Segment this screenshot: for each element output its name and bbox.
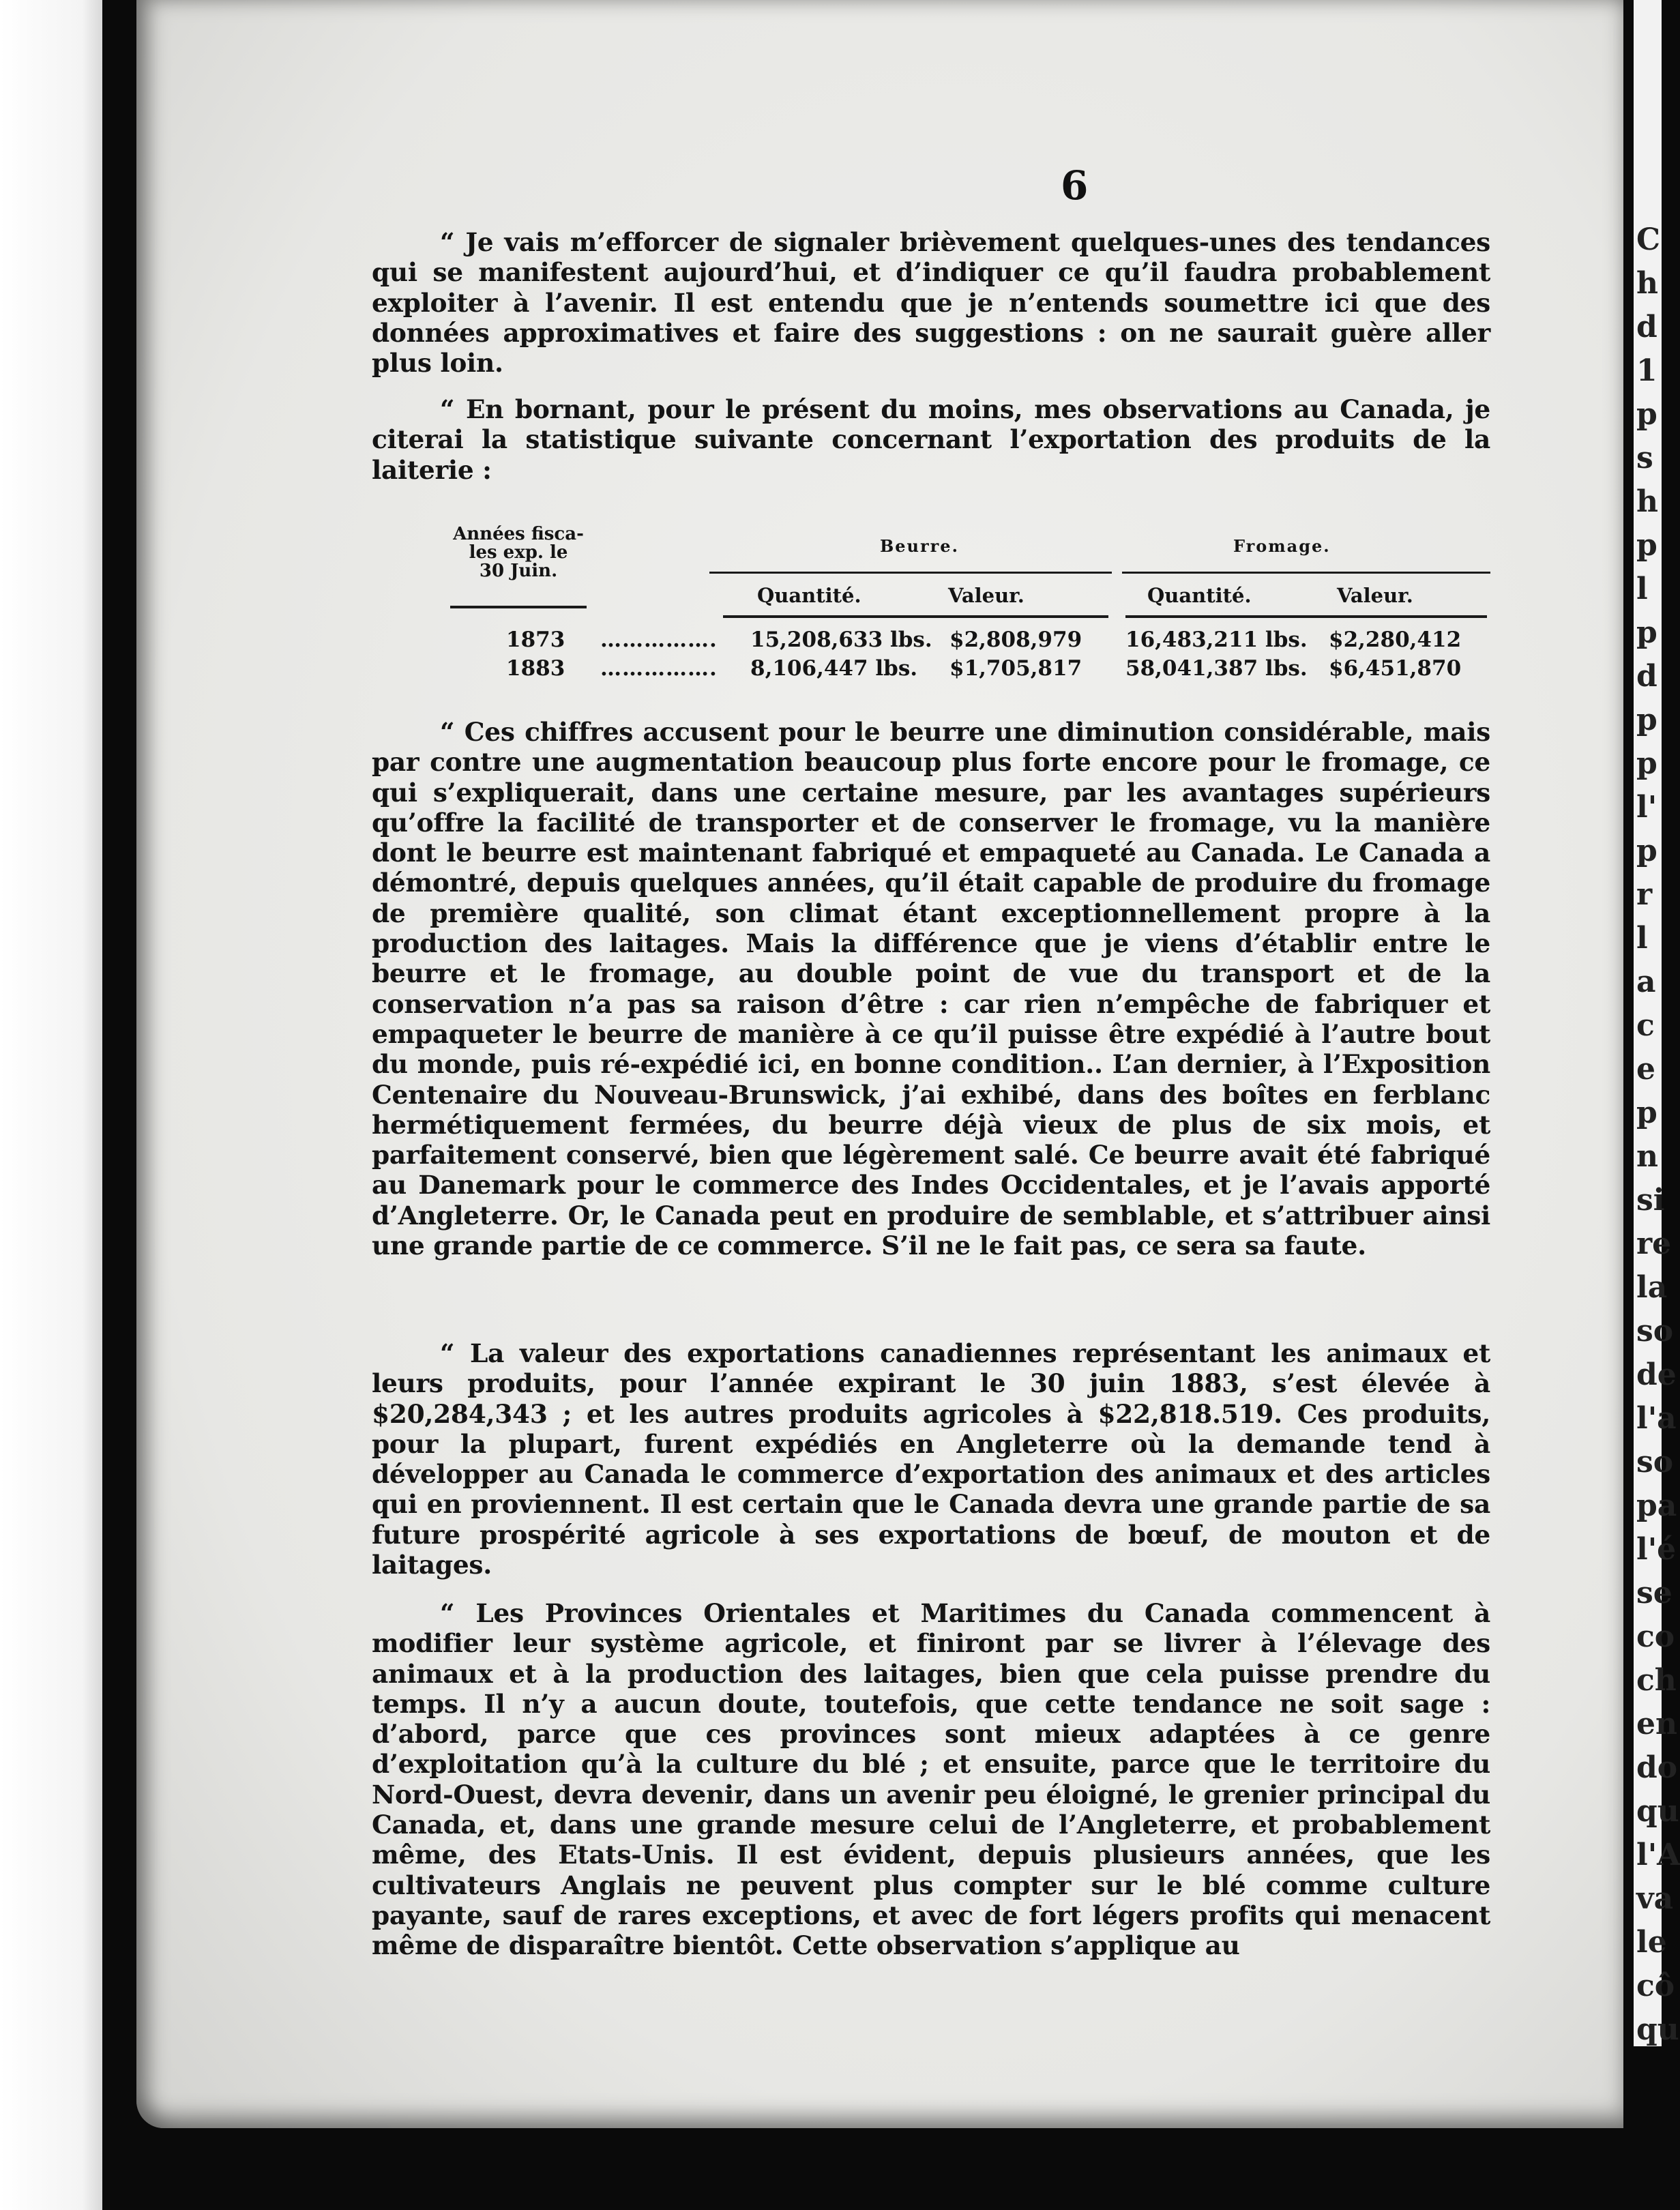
- right-page-fragment: do: [1636, 1750, 1678, 1785]
- scan-border: [0, 0, 102, 2210]
- right-page-fragment: re: [1636, 1226, 1672, 1261]
- right-page-fragment: h: [1636, 266, 1658, 301]
- right-page-fragment: l: [1636, 921, 1648, 956]
- right-page-fragment: qu: [1636, 1794, 1679, 1829]
- row-beurre-quantite: 8,106,447 lbs.: [750, 656, 918, 681]
- year-header-line: Années fisca-: [453, 524, 584, 544]
- right-page-fragment: qu: [1636, 2012, 1679, 2047]
- dairy-export-table: [430, 525, 1494, 689]
- right-page-fragment: l'A: [1636, 1838, 1680, 1872]
- right-page-fragment: pa: [1636, 1488, 1677, 1523]
- right-page-fragment: so: [1636, 1445, 1674, 1479]
- right-page-fragment: so: [1636, 1314, 1674, 1349]
- right-page-fragment: c: [1636, 1008, 1655, 1043]
- right-page-fragment: p: [1636, 834, 1657, 868]
- row-beurre-quantite: 15,208,633 lbs.: [750, 628, 932, 652]
- right-page-fragment: de: [1636, 1357, 1677, 1392]
- paragraph-tendances: “ Je vais m’efforcer de signaler brièvement quelques-unes des tendances qui se manifestent aujourd’hui, et d’indiquer ce qu’il faudra probablement exploiter à l’avenir. Il est entendu que je n’entends soumettre ici que des données approximatives et faire des suggestions : on ne saurait guère aller plus loin.: [372, 227, 1490, 379]
- row-beurre-valeur: $1,705,817: [949, 656, 1082, 681]
- row-leader-dots: …………….: [600, 628, 718, 652]
- row-fromage-quantite: 58,041,387 lbs.: [1125, 656, 1308, 681]
- right-page-fragment: cô: [1636, 1969, 1675, 2003]
- right-page-fragment: h: [1636, 484, 1658, 519]
- right-page-fragment: si: [1636, 1183, 1665, 1218]
- subheader-quantite-fromage: Quantité.: [1147, 584, 1252, 607]
- right-page-fragment: va: [1636, 1881, 1674, 1916]
- right-page-fragment: l'é: [1636, 1532, 1677, 1567]
- right-page-fragment: en: [1636, 1707, 1677, 1741]
- group-header-fromage: Fromage.: [1233, 536, 1331, 556]
- group-header-beurre: Beurre.: [880, 536, 959, 556]
- right-page-fragment: a: [1636, 964, 1656, 999]
- row-fromage-quantite: 16,483,211 lbs.: [1125, 628, 1308, 652]
- right-page-fragment: se: [1636, 1576, 1672, 1610]
- right-page-fragment: p: [1636, 397, 1657, 432]
- subheader-rule-fromage: [1125, 615, 1487, 618]
- subheader-valeur-fromage: Valeur.: [1337, 584, 1413, 607]
- paragraph-valeur-exportations: “ La valeur des exportations canadiennes représentant les animaux et leurs produits, pour l’année expirant le 30 juin 1883, s’est élevée à $20,284,343 ; et les autres produits agricoles à $22,818.519. Ces produits, pour la plupart, furent expédiés en Angleterre où la demande tend à développer au Canada le commerce d’exportation des animaux et des articles qui en proviennent. Il est certain que le Canada devra une grande partie de sa future prospérité agricole à ses exportations de bœuf, de mouton et de laitages.: [372, 1338, 1490, 1580]
- header-rule: [450, 606, 587, 608]
- paragraph-provinces-orientales: “ Les Provinces Orientales et Maritimes du Canada commencent à modifier leur système agricole, et finiront par se livrer à l’élevage des animaux et à la production des laitages, bien que cela puisse prendre du temps. Il n’y a aucun doute, toutefois, que cette tendance ne soit sage : d’abord, parce que ces provinces sont mieux adaptées à ce genre d’exploitation qu’à la culture du blé ; et ensuite, parce que le territoire du Nord-Ouest, devra devenir, dans un avenir peu éloigné, le grenier principal du Canada, et, dans une grande mesure celui de l’Angleterre, et probablement même, des Etats-Unis. Il est évident, depuis plusieurs années, que les cultivateurs Anglais ne peuvent plus compter sur le blé comme culture payante, sauf de rares exceptions, et avec de fort légers profits qui menacent même de disparaître bientôt. Cette observation s’applique au: [372, 1598, 1490, 1961]
- subheader-valeur-beurre: Valeur.: [948, 584, 1025, 607]
- right-page-fragment: l: [1636, 572, 1648, 606]
- subheader-quantite-beurre: Quantité.: [757, 584, 861, 607]
- right-page-fragment: p: [1636, 703, 1657, 737]
- right-page-fragment: p: [1636, 1095, 1657, 1130]
- right-page-fragment: le: [1636, 1925, 1667, 1960]
- right-page-fragment: n: [1636, 1139, 1658, 1174]
- right-page-fragment: 1: [1636, 353, 1657, 388]
- row-fromage-valeur: $2,280,412: [1329, 628, 1462, 652]
- right-page-fragment: l'a: [1636, 1401, 1677, 1436]
- right-page-fragment: s: [1636, 441, 1653, 475]
- right-page-fragment: p: [1636, 528, 1657, 563]
- group-rule-fromage: [1122, 572, 1490, 574]
- right-page-fragment: e: [1636, 1052, 1655, 1087]
- year-header-line: les exp. le: [469, 542, 568, 563]
- right-page-fragment: l': [1636, 790, 1657, 825]
- paragraph-chiffres-beurre: “ Ces chiffres accusent pour le beurre une diminution considérable, mais par contre une augmentation beaucoup plus forte encore pour le fromage, ce qui s’expliquerait, dans une certaine mesure, par les avantages supérieurs qu’offre la facilité de transporter et de conserver le fromage, vu la manière dont le beurre est maintenant fabriqué et empaqueté au Canada. Le Canada a démontré, depuis quelques années, qu’il était capable de produire du fromage de première qualité, son climat étant exceptionnellement propre à la production des laitages. Mais la différence que je viens d’établir entre le beurre et le fromage, au double point de vue du transport et de la conservation n’a pas sa raison d’être : car rien n’empêche de fabriquer et empaqueter le beurre de manière à ce qu’il puisse être expédié à l’autre bout du monde, puis ré-expédié ici, en bonne condition.. L’an dernier, à l’Exposition Centenaire du Nouveau-Brunswick, j’ai exhibé, dans des boîtes en ferblanc hermétiquement fermées, du beurre déjà vieux de plus de six mois, et parfaitement conservé, bien que légèrement salé. Ce beurre avait été fabriqué au Danemark pour le commerce des Indes Occidentales, et je l’avais apporté d’Angleterre. Or, le Canada peut en produire de semblable, et s’attribuer ainsi une grande partie de ce commerce. S’il ne le fait pas, ce sera sa faute.: [372, 717, 1490, 1261]
- row-year: 1883: [506, 656, 565, 681]
- paragraph-statistique: “ En bornant, pour le présent du moins, mes observations au Canada, je citerai la statistique suivante concernant l’exportation des produits de la laiterie :: [372, 394, 1490, 485]
- right-page-fragment: d: [1636, 310, 1657, 344]
- subheader-rule-beurre: [723, 615, 1108, 618]
- right-page-fragment: r: [1636, 877, 1653, 912]
- right-page-fragment: C: [1636, 222, 1661, 257]
- adjacent-page-edge: [1634, 0, 1680, 2047]
- page-number: 6: [1061, 162, 1089, 209]
- year-column-header: [430, 525, 607, 580]
- right-page-fragment: la: [1636, 1270, 1668, 1305]
- right-page-fragment: ch: [1636, 1663, 1677, 1698]
- row-beurre-valeur: $2,808,979: [949, 628, 1082, 652]
- right-page-fragment: d: [1636, 659, 1657, 694]
- year-header-line: 30 Juin.: [479, 561, 558, 581]
- row-year: 1873: [506, 628, 565, 652]
- right-page-fragment: co: [1636, 1619, 1675, 1654]
- row-fromage-valeur: $6,451,870: [1329, 656, 1462, 681]
- row-leader-dots: …………….: [600, 656, 718, 681]
- right-page-fragment: p: [1636, 615, 1657, 650]
- group-rule-beurre: [709, 572, 1112, 574]
- right-page-fragment: p: [1636, 746, 1657, 781]
